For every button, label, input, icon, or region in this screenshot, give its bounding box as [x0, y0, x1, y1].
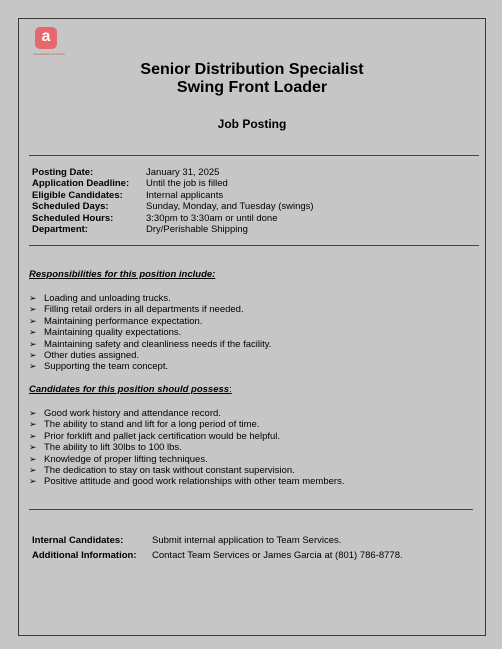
- qualifications-heading: [29, 384, 232, 395]
- list-item: [29, 339, 271, 350]
- footer-value: Contact Team Services or James Garcia at (801) 786-8778.: [152, 550, 403, 561]
- arrow-bullet-icon: ➢: [29, 304, 37, 315]
- list-item-text: Filling retail orders in all departments if needed.: [44, 304, 244, 316]
- detail-label: Application Deadline:: [32, 178, 130, 190]
- arrow-bullet-icon: ➢: [29, 408, 37, 418]
- detail-row: [32, 167, 314, 178]
- arrow-bullet-icon: ➢: [29, 453, 37, 464]
- list-item: [29, 442, 344, 453]
- arrow-bullet-icon: ➢: [29, 338, 37, 349]
- detail-value: 3:30pm to 3:30am or until done: [146, 212, 278, 224]
- arrow-bullet-icon: ➢: [29, 350, 37, 361]
- list-item-text: Prior forklift and pallet jack certification would be helpful.: [44, 430, 281, 442]
- detail-row: [32, 178, 314, 189]
- list-item-text: Loading and unloading trucks.: [44, 293, 171, 304]
- detail-label: Posting Date:: [32, 167, 94, 178]
- list-item-text: The ability to lift 30lbs to 100 lbs.: [44, 442, 182, 454]
- title-line-2: Swing Front Loader: [176, 79, 328, 96]
- list-item-text: Maintaining quality expectations.: [44, 327, 182, 339]
- list-item: [29, 476, 344, 487]
- job-posting-page: [18, 18, 486, 636]
- detail-value: January 31, 2025: [146, 167, 220, 178]
- list-item-text: Maintaining safety and cleanliness needs if the facility.: [44, 338, 272, 350]
- list-item-text: Knowledge of proper lifting techniques.: [44, 453, 208, 465]
- arrow-bullet-icon: ➢: [29, 361, 37, 372]
- detail-row: [32, 201, 314, 212]
- list-item: [29, 316, 271, 327]
- arrow-bullet-icon: ➢: [29, 315, 37, 326]
- list-item-text: The ability to stand and lift for a long period of time.: [44, 419, 260, 431]
- arrow-bullet-icon: ➢: [29, 327, 37, 338]
- detail-label: Eligible Candidates:: [32, 189, 123, 201]
- list-item: [29, 327, 271, 338]
- detail-row: [32, 224, 314, 235]
- divider-bottom: [29, 509, 473, 510]
- company-logo: [35, 27, 75, 57]
- list-item: [29, 454, 344, 465]
- contact-info: [32, 533, 403, 563]
- divider-top: [29, 155, 479, 156]
- arrow-bullet-icon: ➢: [29, 476, 37, 487]
- posting-title: [19, 61, 485, 97]
- list-item: [29, 293, 271, 304]
- list-item: [29, 465, 344, 476]
- list-item: [29, 408, 344, 419]
- arrow-bullet-icon: ➢: [29, 465, 37, 476]
- qualifications-list: [29, 408, 344, 488]
- title-line-1: Senior Distribution Specialist: [140, 61, 364, 78]
- detail-row: [32, 213, 314, 224]
- qualifications-heading-text: Candidates for this position should possess: [29, 384, 230, 395]
- logo-caption: Associated Food Stores: [33, 52, 65, 56]
- list-item-text: Supporting the team concept.: [44, 361, 169, 373]
- logo-badge: a: [35, 27, 57, 49]
- arrow-bullet-icon: ➢: [29, 430, 37, 441]
- responsibilities-heading: Responsibilities for this position include:: [29, 269, 216, 280]
- list-item-text: Maintaining performance expectation.: [44, 315, 203, 327]
- detail-value: Until the job is filled: [146, 178, 228, 190]
- posting-subtitle: Job Posting: [217, 117, 287, 131]
- list-item: [29, 361, 271, 372]
- detail-value: Sunday, Monday, and Tuesday (swings): [146, 201, 314, 213]
- detail-label: Scheduled Hours:: [32, 212, 114, 224]
- detail-label: Department:: [32, 224, 88, 236]
- footer-label: Internal Candidates:: [32, 535, 124, 546]
- responsibilities-list: [29, 293, 271, 373]
- qualifications-heading-colon: :: [229, 384, 232, 395]
- arrow-bullet-icon: ➢: [29, 293, 37, 303]
- list-item-text: Good work history and attendance record.: [44, 408, 221, 419]
- footer-row: [32, 533, 403, 548]
- arrow-bullet-icon: ➢: [29, 419, 37, 430]
- footer-value: Submit internal application to Team Services.: [152, 535, 342, 546]
- divider-middle: [29, 245, 479, 246]
- detail-value: Internal applicants: [146, 189, 224, 201]
- list-item-text: Other duties assigned.: [44, 350, 140, 362]
- detail-value: Dry/Perishable Shipping: [146, 224, 248, 236]
- list-item: [29, 350, 271, 361]
- arrow-bullet-icon: ➢: [29, 442, 37, 453]
- detail-label: Scheduled Days:: [32, 201, 109, 213]
- detail-row: [32, 190, 314, 201]
- list-item: [29, 304, 271, 315]
- list-item: [29, 419, 344, 430]
- posting-details: [32, 167, 314, 235]
- footer-row: [32, 548, 403, 563]
- footer-label: Additional Information:: [32, 550, 137, 561]
- list-item-text: The dedication to stay on task without constant supervision.: [44, 465, 295, 477]
- list-item: [29, 431, 344, 442]
- list-item-text: Positive attitude and good work relationships with other team members.: [44, 476, 345, 488]
